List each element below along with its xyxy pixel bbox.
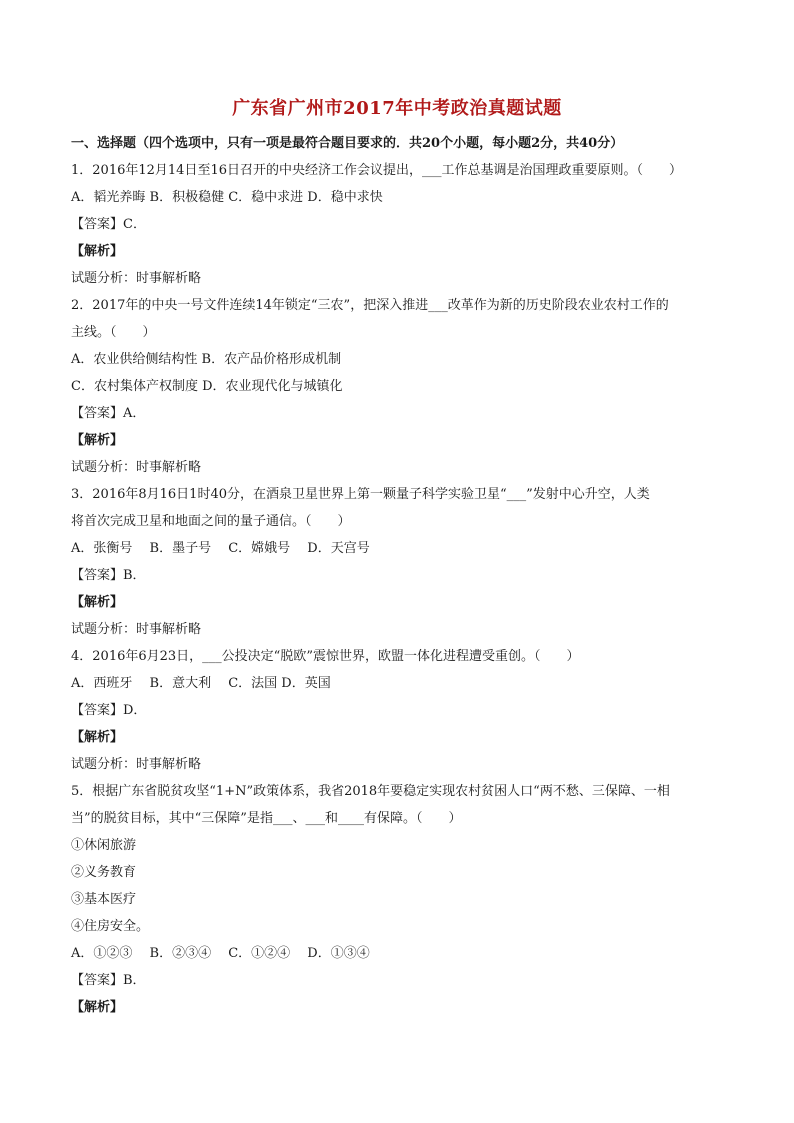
question-stem: 5．根据广东省脱贫攻坚“1+N”政策体系，我省2018年要稳定实现农村贫困人口“两不愁、三保障、一相 [71,784,670,799]
question-options: A．张衡号 B．墨子号 C．嫦娥号 D．天宫号 [71,541,370,556]
question-answer: 【答案】D． [71,703,147,718]
analysis-text: 试题分析：时事解析略 [71,271,202,286]
document-body [71,130,731,1021]
question-answer: 【答案】B． [71,568,146,583]
question-options: A．韬光养晦 B．积极稳健 C．稳中求进 D．稳中求快 [71,190,383,205]
question-3 [71,481,731,643]
question-2 [71,292,731,481]
question-stem: 3．2016年8月16日1时40分，在酒泉卫星世界上第一颗量子科学实验卫星“___”发射中心升空，人类 [71,487,650,502]
analysis-label: 【解析】 [71,730,124,745]
question-stem: 主线。（ ） [71,325,156,340]
document-title: 广东省广州市2017年中考政治真题试题 [232,98,562,119]
analysis-text: 试题分析：时事解析略 [71,460,202,475]
analysis-label: 【解析】 [71,595,124,610]
question-item: ④住房安全。 [71,919,150,934]
analysis-text: 试题分析：时事解析略 [71,757,202,772]
analysis-label: 【解析】 [71,433,124,448]
question-item: ①休闲旅游 [71,838,137,853]
question-stem: 将首次完成卫星和地面之间的量子通信。（ ） [71,514,351,529]
question-options: A．农业供给侧结构性 B．农产品价格形成机制 [71,352,342,367]
question-item: ③基本医疗 [71,892,137,907]
question-answer: 【答案】C． [71,217,146,232]
analysis-label: 【解析】 [71,1000,124,1015]
question-answer: 【答案】B． [71,973,146,988]
question-4 [71,643,731,778]
question-stem: 当”的脱贫目标，其中“三保障”是指___、___和____有保障。（ ） [71,811,462,826]
section-heading: 一、选择题（四个选项中，只有一项是最符合题目要求的．共20个小题，每小题2分，共40分） [71,136,624,151]
question-5 [71,778,731,1021]
question-options: C．农村集体产权制度 D．农业现代化与城镇化 [71,379,343,394]
question-stem: 2．2017年的中央一号文件连续14年锁定“三农”，把深入推进___改革作为新的历史阶段农业农村工作的 [71,298,669,313]
analysis-text: 试题分析：时事解析略 [71,622,202,637]
question-options: A．①②③ B．②③④ C．①②④ D．①③④ [71,946,370,961]
analysis-label: 【解析】 [71,244,124,259]
question-stem: 1．2016年12月14日至16日召开的中央经济工作会议提出，___工作总基调是治国理政重要原则。（ ） [71,163,682,178]
question-options: A．西班牙 B．意大利 C．法国 D．英国 [71,676,331,691]
question-item: ②义务教育 [71,865,137,880]
question-answer: 【答案】A． [71,406,146,421]
question-stem: 4．2016年6月23日，___公投决定“脱欧”震惊世界，欧盟一体化进程遭受重创。（ ） [71,649,580,664]
question-1 [71,157,731,292]
